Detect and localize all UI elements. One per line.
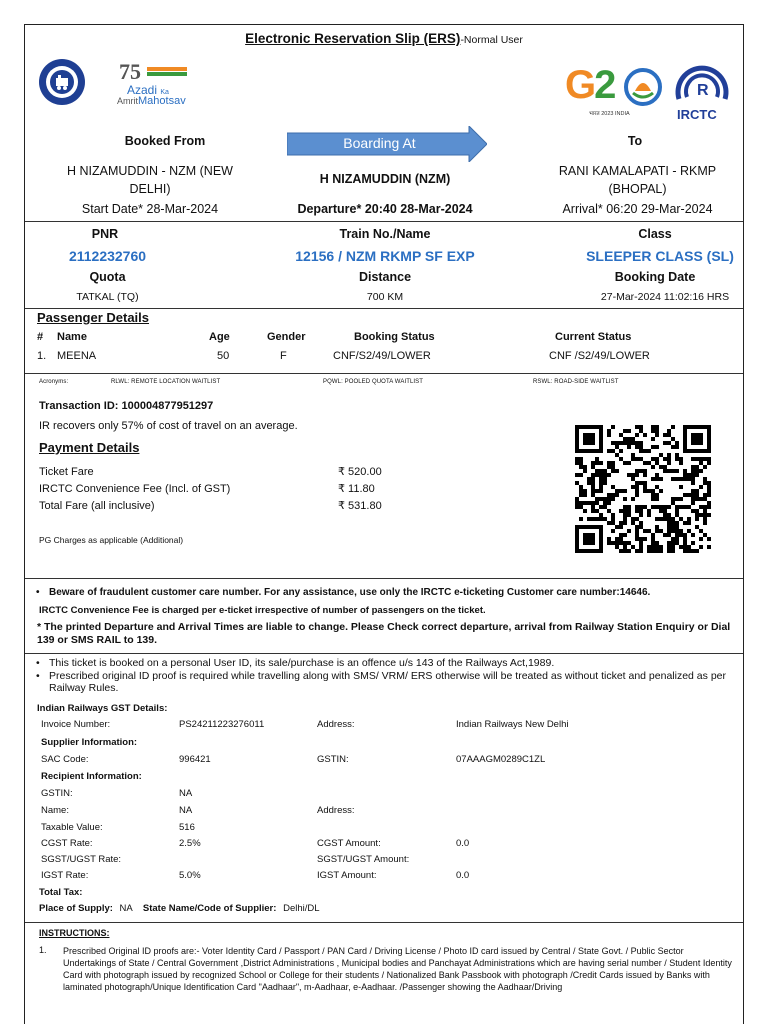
list-item: Total Fare (all inclusive) [39,500,155,512]
booking-date-value: 27-Mar-2024 11:02:16 HRS [600,291,730,303]
payment-details-title: Payment Details [39,440,140,455]
departure-time: Departure* 20:40 28-Mar-2024 [297,202,473,216]
azadi-ka-amrit-mahotsav-logo: 75 Azadi Ka AmritMahotsav [117,59,186,107]
divider [25,373,743,374]
ers-page: Electronic Reservation Slip (ERS)-Normal User 75 Azadi Ka AmritMahotsav G2 भारत 2023 INDIA R IRCTC Booked From Boarding At To H NIZAMUDDIN - NZM (NEW DELHI) H NIZAMUDDIN (NZM) RANI KAMALAPATI - RKMP (BHOPAL) Start Date* 28-Mar-2024 Departure* 20:40 28-Mar-2024 Arrival* 06:20 29-Mar-2024 PNR Train No./Name Class 2112232760 12156 / NZM RKMP SF EXP SLEEPER CLASS (SL) Quota Distance Booking Date TATKAL (TQ) 700 KM 27-Mar-2024 11:02:16 HRS Passenger Details # Name Age Gender Booking Status Current Status 1. MEENA 50 F CNF/S2/49/LOWER CNF /S2/49/LOWER Acronyms: RLWL: REMOTE LOCATION WAITLIST PQWL: POOLED QUOTA WAITLIST RSWL: ROAD-SIDE WAITLIST Transaction ID: 100004877951297 IR recovers only 57% of cost of travel on an average. Payment Details Ticket Fare IRCTC Convenience Fee (Incl. of GST) Total Fare (all inclusive) ₹ 520.00 ₹ 11.80 ₹ 531.80 PG Charges as applicable (Additional) • Beware of fraudulent customer care number. For any assistance, use only the IRCTC e-ticketing Customer care number:14646. IRCTC Convenience Fee is charged per e-ticket irrespective of number of passengers on the ticket. * The printed Departure and Arrival Times are liable to change. Please Check correct departure, arrival from Railway Station Enquiry or Dial 139 or SMS RAIL to 139. • This ticket is booked on a personal User ID, its sale/purchase is an offence u/s 143 of the Railways Act,1989. • Prescribed original ID proof is required while travelling along with SMS/ VRM/ ERS otherwise will be treated as without ticket and penalized as per Railway Rules. Indian Railways GST Details: Invoice Number: PS24211223276011 Address: Indian Railways New Delhi Supplier Information: SAC Code: 996421 GSTIN: 07AAAGM0289C1ZL Recipient Information: GSTIN: NA Name: NA Address: Taxable Value: 516 CGST Rate: 2.5% CGST Amount: 0.0 SGST/UGST Rate: SGST/UGST Amount: IGST Rate: 5.0% IGST Amount: 0.0 Total Tax: Place of Supply: NA State Name/Code of Supplier: Delhi/DL INSTRUCTIONS: 1. Prescribed Original ID proofs are:- Voter Identity Card / Passport / PAN Card / Driving License / Photo ID card issued by Central / State Govt. / Public Sector Undertakings of State / Central Government ,District Administrations , Municipal bodies and Panchayat Administrations which are having serial number / Student Identity Card with photograph issued by recognized School or College for their students / Nationalized Bank Passbook with photograph /Credit Cards issued by Banks with laminated photograph/Unique Identification Card "Aadhaar", m-Aadhaar, e-Aadhaar. /Passenger showing the Aadhaar/Driving [24,24,744,1024]
sgst-amount-label: SGST/UGST Amount: [317,854,410,865]
ir-cost-note: IR recovers only 57% of cost of travel on an average. [39,420,298,432]
taxable-value-label: Taxable Value: [41,822,103,833]
irctc-emblem-icon [671,65,733,109]
sac-code-value: 996421 [179,754,211,765]
to-station: RANI KAMALAPATI - RKMP (BHOPAL) [558,164,717,196]
list-item: IRCTC Convenience Fee (Incl. of GST) [39,483,231,495]
place-of-supply: Place of Supply: NA State Name/Code of Supplier: Delhi/DL [39,903,320,914]
invoice-number-value: PS24211223276011 [179,719,265,730]
cgst-amount-value: 0.0 [456,838,470,849]
igst-rate-label: IGST Rate: [41,870,89,881]
igst-rate-value: 5.0% [179,870,201,881]
fraud-notice: • Beware of fraudulent customer care number. For any assistance, use only the IRCTC e-ticketing Customer care number:14646. [33,586,738,599]
address-value: Indian Railways New Delhi [456,719,569,730]
document-title [25,31,743,46]
pg-charges-note: PG Charges as applicable (Additional) [39,535,184,545]
total-tax-label: Total Tax: [39,887,83,898]
title-main: Electronic Reservation Slip (ERS) [245,31,461,46]
transaction-id: Transaction ID: 100004877951297 [39,400,214,412]
from-station: H NIZAMUDDIN - NZM (NEW DELHI) [67,164,233,196]
cgst-rate-label: CGST Rate: [41,838,93,849]
to-label: To [627,134,643,148]
acronym-rswl: RSWL: ROAD-SIDE WAITLIST [533,379,619,385]
boarding-station: H NIZAMUDDIN (NZM) [319,172,451,186]
irctc-logo: R IRCTC [671,65,733,125]
list-item: • Prescribed original ID proof is required while travelling along with SMS/ VRM/ ERS otherwise will be treated as without ticket and penalized as per Railway Rules. [33,670,738,695]
address-label: Address: [317,719,355,730]
gstin-label: GSTIN: [317,754,349,765]
pnr-number: 2112232760 [68,248,147,264]
igst-amount-value: 0.0 [456,870,470,881]
train-label: Train No./Name [339,227,431,241]
acronym-rlwl: RLWL: REMOTE LOCATION WAITLIST [111,379,221,385]
train-number-name: 12156 / NZM RKMP SF EXP [295,248,475,264]
pnr-label: PNR [91,227,119,241]
sgst-rate-label: SGST/UGST Rate: [41,854,122,865]
acronym-pqwl: PQWL: POOLED QUOTA WAITLIST [323,379,424,385]
gst-details-title: Indian Railways GST Details: [37,703,168,714]
quota-value: TATKAL (TQ) [76,291,139,303]
recipient-gstin-label: GSTIN: [41,788,73,799]
recipient-name-value: NA [179,805,193,816]
list-item: • This ticket is booked on a personal User ID, its sale/purchase is an offence u/s 143 of the Railways Act,1989. [33,657,738,670]
list-item: Ticket Fare [39,466,94,478]
acronyms-label: Acronyms: [39,379,69,385]
divider [25,653,743,654]
recipient-info-label: Recipient Information: [41,771,142,782]
times-notice: * The printed Departure and Arrival Times are liable to change. Please Check correct departure, arrival from Railway Station Enquiry or Dial 139 or SMS RAIL to 139. [37,621,731,646]
quota-label: Quota [89,270,126,284]
booking-date-label: Booking Date [614,270,696,284]
boarding-at-label: Boarding At [343,135,416,151]
distance-label: Distance [358,270,412,284]
sac-code-label: SAC Code: [41,754,89,765]
ticket-rules-list [33,657,738,695]
payment-labels [39,464,230,515]
cgst-rate-value: 2.5% [179,838,201,849]
igst-amount-label: IGST Amount: [317,870,377,881]
recipient-gstin-value: NA [179,788,193,799]
start-date: Start Date* 28-Mar-2024 [81,202,219,216]
boarding-at-arrow [287,126,487,162]
class-label: Class [638,227,672,241]
distance-value: 700 KM [366,291,404,303]
indian-railways-logo [37,57,87,107]
ticket-fare-value: ₹ 520.00 [338,466,382,478]
fraud-notice-list [33,586,738,599]
instruction-number: 1. [39,945,47,955]
instructions-title: INSTRUCTIONS: [39,928,110,938]
invoice-number-label: Invoice Number: [41,719,111,730]
arrival-time: Arrival* 06:20 29-Mar-2024 [562,202,713,216]
supplier-info-label: Supplier Information: [41,737,138,748]
title-suffix: -Normal User [460,34,523,46]
recipient-address-label: Address: [317,805,355,816]
divider [25,922,743,923]
fee-notice: IRCTC Convenience Fee is charged per e-ticket irrespective of number of passengers on the ticket. [39,605,486,616]
svg-text:R: R [697,82,709,99]
payment-values [338,464,382,515]
g20-logo: G2 भारत 2023 INDIA [565,65,665,121]
gstin-value: 07AAAGM0289C1ZL [456,754,546,765]
taxable-value: 516 [179,822,195,833]
divider [25,308,743,309]
qr-code-icon [575,425,711,553]
g20-lotus-icon [623,67,663,107]
instruction-item-1: Prescribed Original ID proofs are:- Voter Identity Card / Passport / PAN Card / Driving License / Photo ID card issued by Central / State Govt. / Public Sector Undertakings of State / Central Government ,District Administrations , Municipal bodies and Panchayat Administrations which are having serial number / Student Identity Card with photograph issued by recognized School or College for their students / Nationalized Bank Passbook with photograph /Credit Cards issued by Banks with laminated photograph/Unique Identification Card "Aadhaar", m-Aadhaar, e-Aadhaar. /Passenger showing the Aadhaar/Driving [63,946,732,992]
divider [25,578,743,579]
cgst-amount-label: CGST Amount: [317,838,381,849]
passenger-details-title: Passenger Details [37,310,150,325]
total-fare-value: ₹ 531.80 [338,500,382,512]
travel-class: SLEEPER CLASS (SL) [586,248,734,264]
convenience-fee-value: ₹ 11.80 [338,483,375,495]
recipient-name-label: Name: [41,805,69,816]
booked-from-label: Booked From [124,134,206,148]
divider [25,221,743,222]
